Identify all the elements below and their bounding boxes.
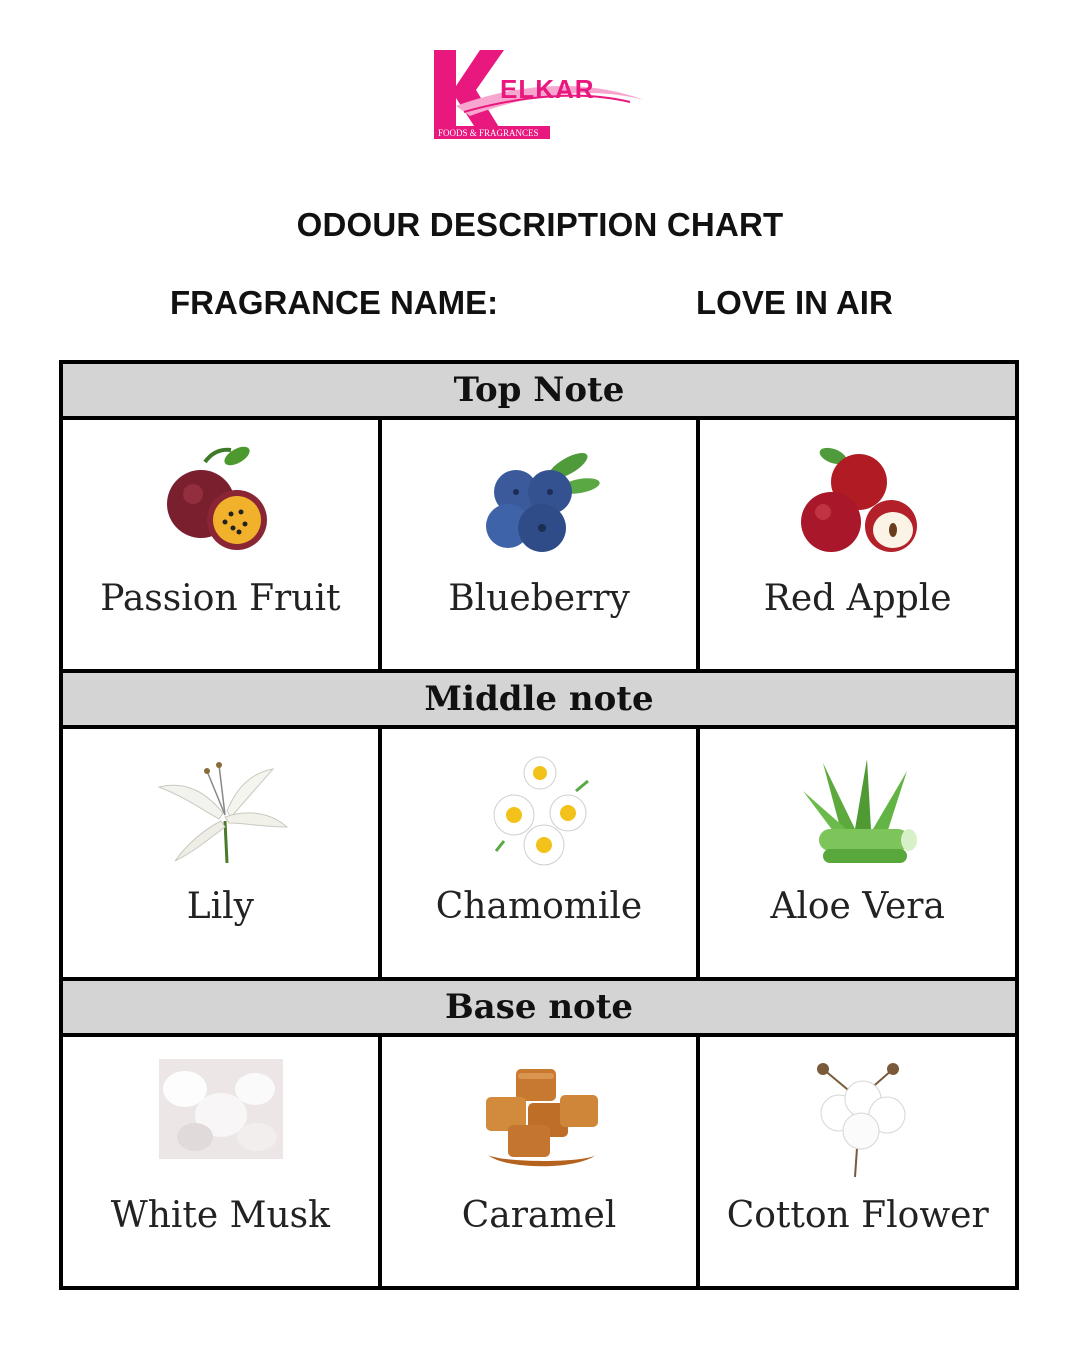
section-header-base-note: Base note xyxy=(63,981,1015,1033)
note-label: Red Apple xyxy=(763,577,952,619)
note-label: Aloe Vera xyxy=(770,886,945,928)
fragrance-name-label: FRAGRANCE NAME: xyxy=(170,284,499,321)
kelkar-logo-icon xyxy=(430,46,650,142)
note-cell xyxy=(700,420,1015,669)
note-cell xyxy=(63,729,378,978)
note-label: Passion Fruit xyxy=(100,577,341,619)
note-label: Cotton Flower xyxy=(726,1195,989,1237)
note-label: White Musk xyxy=(110,1195,330,1237)
section-header-top-note: Top Note xyxy=(63,364,1015,416)
table-row xyxy=(63,420,1015,669)
note-cell xyxy=(382,729,697,978)
section-header-middle-note: Middle note xyxy=(63,673,1015,725)
caramel-icon xyxy=(464,1059,614,1179)
note-cell xyxy=(63,1037,378,1286)
chamomile-icon xyxy=(464,751,614,871)
cotton-flower-icon xyxy=(783,1059,933,1179)
odour-table xyxy=(59,360,1019,1290)
note-label: Lily xyxy=(186,886,254,928)
note-label: Chamomile xyxy=(435,886,643,928)
white-musk-icon xyxy=(145,1059,295,1179)
note-cell xyxy=(382,1037,697,1286)
note-cell xyxy=(700,1037,1015,1286)
passion-fruit-icon xyxy=(145,442,295,562)
note-cell xyxy=(382,420,697,669)
svg-text:ELKAR: ELKAR xyxy=(500,74,595,104)
brand-logo xyxy=(430,46,650,142)
blueberry-icon xyxy=(464,442,614,562)
note-cell xyxy=(63,420,378,669)
lily-icon xyxy=(145,751,295,871)
note-label: Blueberry xyxy=(448,577,630,619)
fragrance-name-value: LOVE IN AIR xyxy=(696,284,893,321)
note-cell xyxy=(700,729,1015,978)
svg-text:FOODS & FRAGRANCES: FOODS & FRAGRANCES xyxy=(438,128,539,138)
table-row xyxy=(63,729,1015,978)
red-apple-icon xyxy=(783,442,933,562)
table-row xyxy=(63,1037,1015,1286)
aloe-vera-icon xyxy=(783,751,933,871)
page-title: ODOUR DESCRIPTION CHART xyxy=(296,206,784,243)
note-label: Caramel xyxy=(461,1195,617,1237)
